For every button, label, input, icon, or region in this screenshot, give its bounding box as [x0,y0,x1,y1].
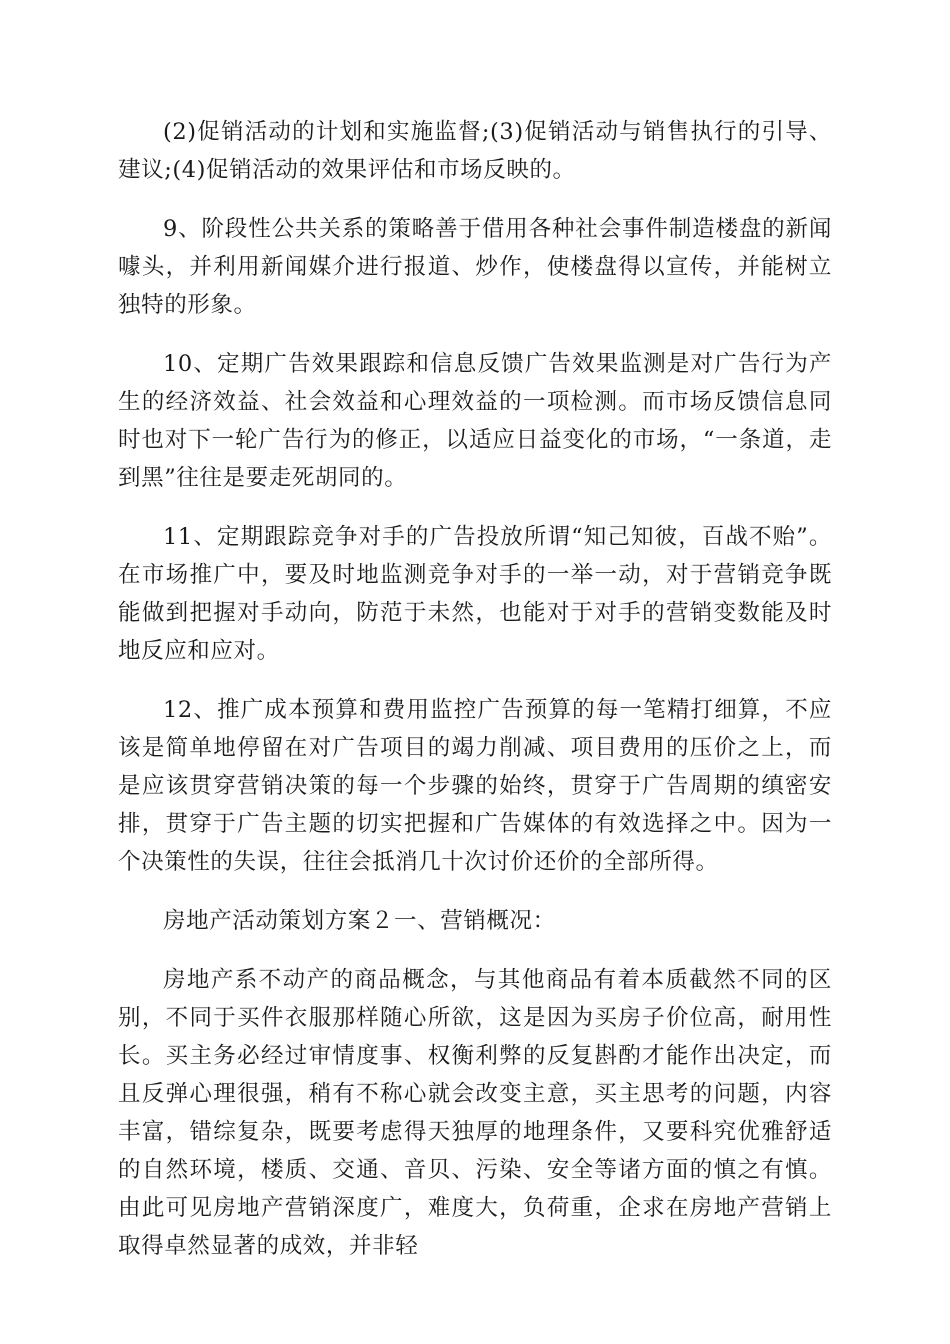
paragraph-ad-tracking: 10、定期广告效果跟踪和信息反馈广告效果监测是对广告行为产生的经济效益、社会效益和心理效益的一项检测。而市场反馈信息同时也对下一轮广告行为的修正，以适应日益变化的市场，“一条道，走到黑”往往是要走死胡同的。 [118,351,832,491]
paragraph-public-relations: 9、阶段性公共关系的策略善于借用各种社会事件制造楼盘的新闻噱头，并利用新闻媒介进行报道、炒作，使楼盘得以宣传，并能树立独特的形象。 [118,216,832,318]
document-page [118,113,832,1286]
paragraph-marketing-overview: 房地产系不动产的商品概念，与其他商品有着本质截然不同的区别，不同于买件衣服那样随心所欲，这是因为买房子价位高，耐用性长。买主务必经过审情度事、权衡利弊的反复斟酌才能作出决定，而且反弹心理很强，稍有不称心就会改变主意，买主思考的问题，内容丰富，错综复杂，既要考虑得天独厚的地理条件，又要科究优雅舒适的自然环境，楼质、交通、音贝、污染、安全等诸方面的慎之有慎。由此可见房地产营销深度广，难度大，负荷重，企求在房地产营销上取得卓然显著的成效，并非轻 [118,967,832,1259]
paragraph-promotion-duties: (2)促销活动的计划和实施监督;(3)促销活动与销售执行的引导、建议;(4)促销活动的效果评估和市场反映的。 [118,119,832,183]
paragraph-competitor-tracking: 11、定期跟踪竞争对手的广告投放所谓“知己知彼，百战不贻”。在市场推广中，要及时地监测竞争对手的一举一动，对于营销竞争既能做到把握对手动向，防范于未然，也能对于对手的营销变数能及时地反应和应对。 [118,524,832,664]
paragraph-budget-control: 12、推广成本预算和费用监控广告预算的每一笔精打细算，不应该是简单地停留在对广告项目的竭力削减、项目费用的压价之上，而是应该贯穿营销决策的每一个步骤的始终，贯穿于广告周期的缜密安排，贯穿于广告主题的切实把握和广告媒体的有效选择之中。因为一个决策性的失误，往往会抵消几十次讨价还价的全部所得。 [118,697,832,875]
section-heading-plan-2: 房地产活动策划方案２一、营销概况： [163,908,556,934]
